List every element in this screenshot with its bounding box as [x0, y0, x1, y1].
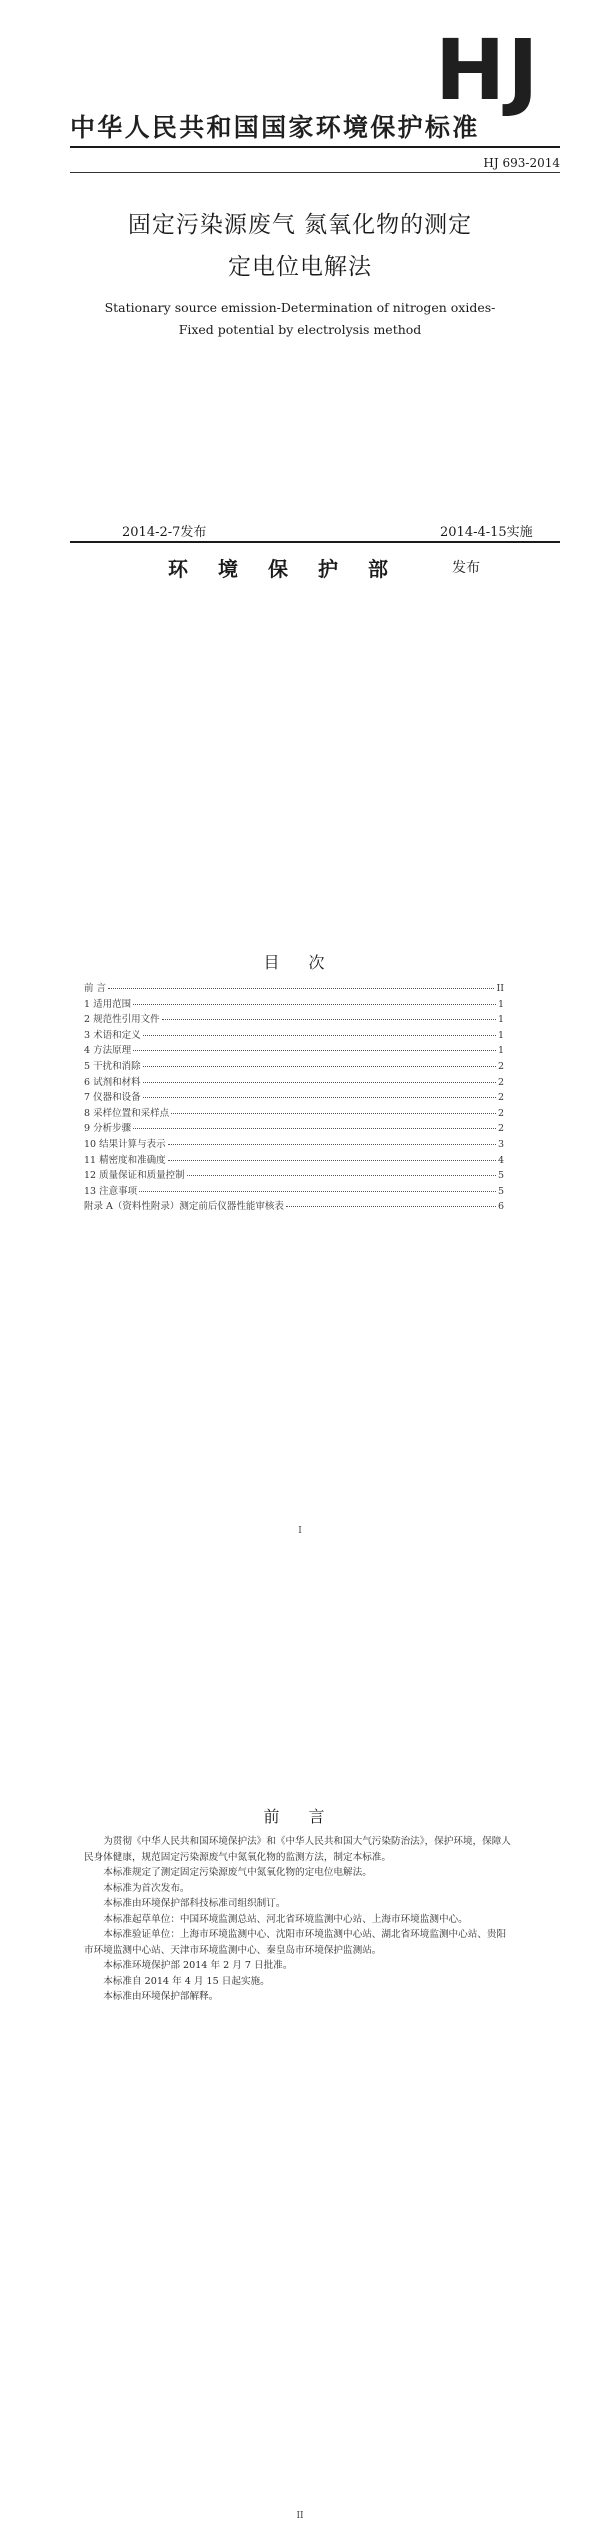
standard-number-rule — [70, 172, 560, 173]
foreword-paragraph: 本标准环境保护部 2014 年 2 月 7 日批准。 — [103, 1960, 293, 1971]
toc-item-page: 1 — [497, 998, 504, 1010]
foreword-paragraph: 本标准起草单位：中国环境监测总站、河北省环境监测中心站、上海市环境监测中心。 — [103, 1913, 468, 1925]
toc-item-page: 2 — [497, 1123, 504, 1135]
toc-item[interactable] — [84, 1120, 504, 1136]
title-en-line2: Fixed potential by electrolysis method — [178, 322, 422, 337]
toc-page-number: I — [298, 1526, 302, 1536]
toc-item[interactable] — [84, 1058, 504, 1074]
title-cn-line1: 固定污染源废气 氮氧化物的测定 — [127, 212, 473, 238]
toc-item-leader — [143, 1035, 496, 1036]
issue-date: 2014-2-7发布 — [122, 525, 207, 540]
toc-item[interactable] — [84, 980, 504, 996]
title-cn-line2: 定电位电解法 — [228, 254, 372, 280]
toc-item-page: 1 — [497, 1029, 504, 1041]
toc-item[interactable] — [84, 1011, 504, 1027]
toc-item-label: 6 试剂和材料 — [84, 1076, 141, 1088]
toc-item-leader — [133, 1004, 496, 1005]
implement-date: 2014-4-15实施 — [440, 525, 533, 540]
standard-name: 中华人民共和国国家环境保护标准 — [70, 113, 480, 142]
toc-item-label: 8 采样位置和采样点 — [84, 1107, 170, 1119]
toc-item[interactable] — [84, 1042, 504, 1058]
toc-item-label: 10 结果计算与表示 — [84, 1138, 166, 1150]
foreword-paragraph: 本标准自 2014 年 4 月 15 日起实施。 — [103, 1975, 270, 1987]
toc-item[interactable] — [84, 1074, 504, 1090]
toc-item-page: 2 — [497, 1092, 504, 1104]
toc-item[interactable] — [84, 1136, 504, 1152]
toc-item-leader — [168, 1160, 496, 1161]
toc-item[interactable] — [84, 1198, 504, 1214]
foreword-paragraph: 本标准为首次发布。 — [103, 1882, 190, 1894]
toc-item-page: 2 — [497, 1107, 504, 1119]
toc-item-label: 附录 A（资料性附录）测定前后仪器性能审核表 — [84, 1201, 284, 1213]
toc-item-page: 3 — [497, 1138, 504, 1150]
foreword-title: 前 言 — [263, 1807, 337, 1826]
title-en-line1: Stationary source emission-Determination of nitrogen oxides- — [104, 300, 496, 315]
toc-item-leader — [171, 1113, 496, 1114]
hj-logo: HJ — [435, 21, 541, 119]
toc-title: 目 次 — [263, 953, 337, 972]
toc-item-label: 1 适用范围 — [84, 998, 132, 1010]
toc-item[interactable] — [84, 1105, 504, 1121]
toc-item-label: 13 注意事项 — [84, 1185, 138, 1197]
standard-number: HJ 693-2014 — [483, 156, 560, 170]
toc-item-leader — [286, 1206, 496, 1207]
toc-item-page: 2 — [497, 1076, 504, 1088]
header-rule — [70, 146, 560, 148]
foreword-page-number: II — [296, 2511, 304, 2521]
toc-item[interactable] — [84, 1152, 504, 1168]
toc-item-label: 前 言 — [84, 983, 107, 994]
toc-item-leader — [108, 988, 494, 989]
toc-item-leader — [187, 1175, 496, 1176]
toc-item-page: 4 — [497, 1154, 504, 1166]
toc-item-page: 2 — [497, 1060, 504, 1072]
toc-item-label: 5 干扰和消除 — [84, 1060, 141, 1072]
toc-item[interactable] — [84, 1183, 504, 1199]
toc-item-leader — [168, 1144, 496, 1145]
toc-item-page: 6 — [497, 1201, 504, 1213]
foreword-body — [84, 1834, 514, 2005]
issuer-suffix: 发布 — [452, 560, 480, 576]
toc-item-page: 5 — [497, 1170, 504, 1182]
toc-item-page: 1 — [497, 1045, 504, 1057]
foreword-paragraph: 本标准规定了测定固定污染源废气中氮氧化物的定电位电解法。 — [103, 1867, 372, 1878]
foreword-paragraph: 本标准由环境保护部解释。 — [103, 1991, 219, 2002]
toc-item[interactable] — [84, 996, 504, 1012]
toc-item-page: 5 — [497, 1185, 504, 1197]
date-rule — [70, 541, 560, 543]
toc-item-leader — [133, 1050, 496, 1051]
toc-item-leader — [143, 1066, 496, 1067]
toc-item-label: 2 规范性引用文件 — [84, 1014, 160, 1026]
toc-item-label: 3 术语和定义 — [84, 1029, 141, 1041]
toc-item[interactable] — [84, 1089, 504, 1105]
toc-item-page: 1 — [497, 1014, 504, 1026]
foreword-paragraph: 本标准验证单位：上海市环境监测中心、沈阳市环境监测中心站、湖北省环境监测中心站、贵阳市环境监测中心站、天津市环境监测中心、秦皇岛市环境保护监测站。 — [84, 1929, 507, 1956]
issuer: 环境保护部 — [168, 557, 418, 581]
toc-item-leader — [139, 1191, 496, 1192]
toc-item[interactable] — [84, 1167, 504, 1183]
toc-item-leader — [143, 1082, 496, 1083]
toc-item-label: 9 分析步骤 — [84, 1123, 132, 1135]
toc-item-label: 11 精密度和准确度 — [84, 1154, 166, 1166]
toc-list — [84, 980, 504, 1214]
toc-item-leader — [143, 1097, 496, 1098]
foreword-paragraph: 为贯彻《中华人民共和国环境保护法》和《中华人民共和国大气污染防治法》，保护环境，保障人民身体健康，规范固定污染源废气中氮氧化物的监测方法，制定本标准。 — [84, 1836, 511, 1863]
toc-item-leader — [162, 1019, 496, 1020]
toc-item-label: 4 方法原理 — [84, 1045, 132, 1057]
toc-item-leader — [133, 1128, 496, 1129]
toc-item-label: 12 质量保证和质量控制 — [84, 1170, 185, 1182]
foreword-paragraph: 本标准由环境保护部科技标准司组织制订。 — [103, 1898, 286, 1909]
toc-item-label: 7 仪器和设备 — [84, 1092, 141, 1104]
toc-item-page: II — [496, 983, 504, 994]
toc-item[interactable] — [84, 1027, 504, 1043]
